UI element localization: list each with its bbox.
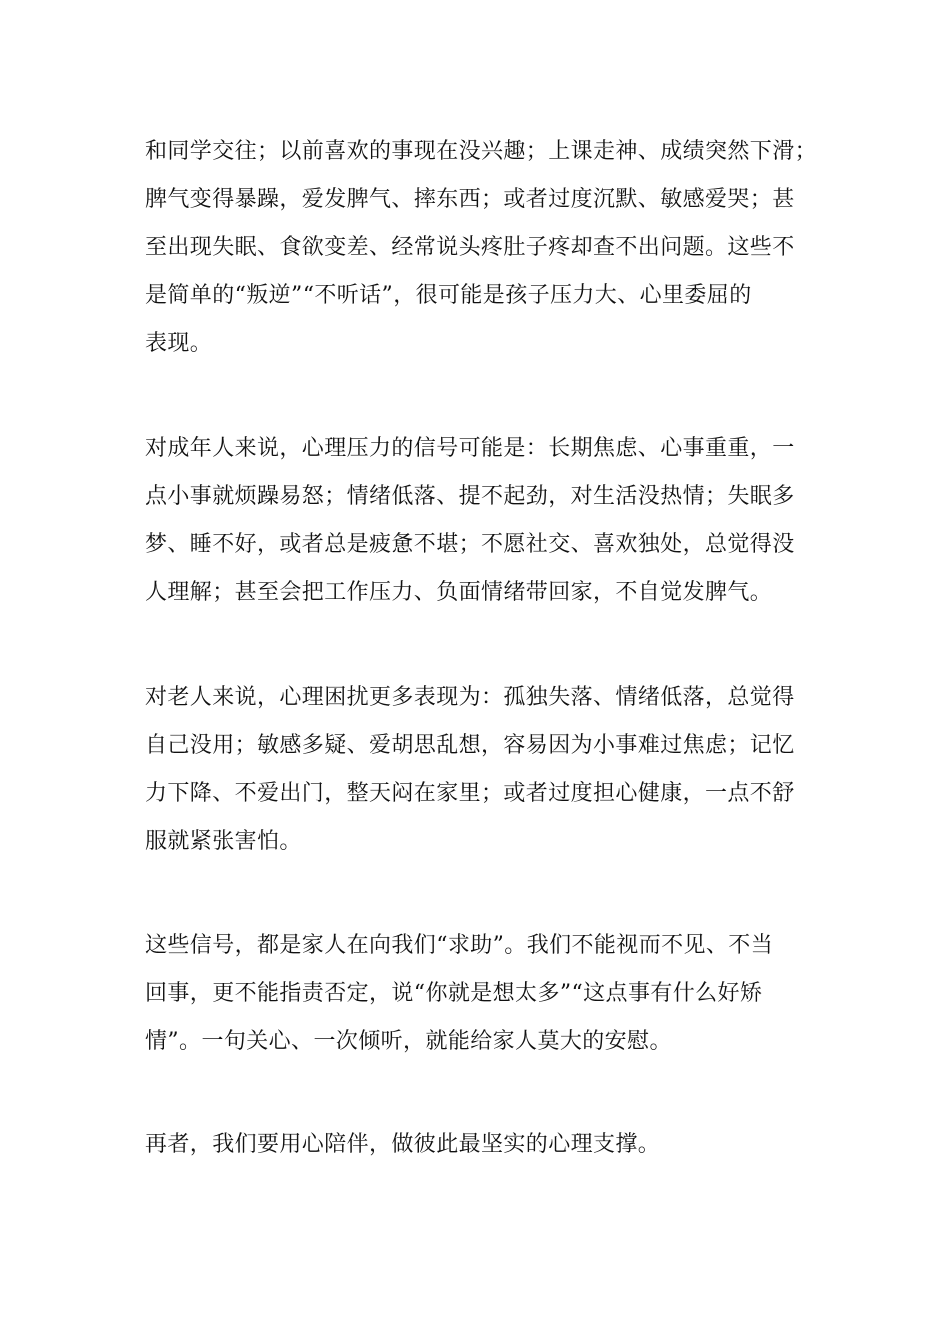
text-line-content: 自己没用；敏感多疑、爱胡思乱想，容易因为小事难过焦虑；记忆	[145, 733, 795, 758]
text-line	[145, 320, 815, 368]
text-line	[145, 425, 815, 473]
text-line-content: 再者，我们要用心陪伴，做彼此最坚实的心理支撑。	[145, 1132, 661, 1157]
text-line-content: 脾气变得暴躁，爱发脾气、摔东西；或者过度沉默、敏感爱哭；甚	[145, 187, 795, 212]
paragraph-companionship	[145, 1121, 815, 1169]
text-line	[145, 521, 815, 569]
paragraph-adult-signals	[145, 425, 815, 617]
text-line	[145, 722, 815, 770]
text-line-content: 点小事就烦躁易怒；情绪低落、提不起劲，对生活没热情；失眠多	[145, 484, 795, 509]
text-line-content: 表现。	[145, 331, 213, 356]
text-line-content: 对老人来说，心理困扰更多表现为：孤独失落、情绪低落，总觉得	[145, 685, 795, 710]
text-line	[145, 569, 815, 617]
text-line-content: 人理解；甚至会把工作压力、负面情绪带回家，不自觉发脾气。	[145, 580, 773, 605]
text-line-content: 对成年人来说，心理压力的信号可能是：长期焦虑、心事重重，一	[145, 436, 795, 461]
text-line-content: 回事，更不能指责否定，说“你就是想太多”“这点事有什么好矫	[145, 981, 763, 1006]
paragraph-elderly-signals	[145, 674, 815, 866]
text-line	[145, 224, 815, 272]
paragraph-children-signals	[145, 128, 818, 368]
text-line	[145, 970, 815, 1018]
text-line	[145, 473, 815, 521]
text-line	[145, 818, 815, 866]
text-line-content: 情”。一句关心、一次倾听，就能给家人莫大的安慰。	[145, 1029, 672, 1054]
text-line	[145, 1018, 815, 1066]
text-line	[145, 922, 815, 970]
paragraph-help-signals	[145, 922, 815, 1066]
text-line	[145, 674, 815, 722]
text-line-content: 和同学交往；以前喜欢的事现在没兴趣；上课走神、成绩突然下滑；	[145, 139, 818, 164]
text-line-content: 梦、睡不好，或者总是疲惫不堪；不愿社交、喜欢独处，总觉得没	[145, 532, 795, 557]
text-line	[145, 770, 815, 818]
text-line	[145, 1121, 815, 1169]
text-line-content: 至出现失眠、食欲变差、经常说头疼肚子疼却查不出问题。这些不	[145, 235, 795, 260]
text-line-content: 是简单的“叛逆”“不听话”，很可能是孩子压力大、心里委屈的	[145, 283, 752, 308]
text-line-content: 服就紧张害怕。	[145, 829, 302, 854]
text-line-content: 这些信号，都是家人在向我们“求助”。我们不能视而不见、不当	[145, 933, 774, 958]
text-line-content: 力下降、不爱出门，整天闷在家里；或者过度担心健康，一点不舒	[145, 781, 795, 806]
text-line	[145, 272, 815, 320]
text-line	[145, 128, 818, 176]
text-line	[145, 176, 815, 224]
